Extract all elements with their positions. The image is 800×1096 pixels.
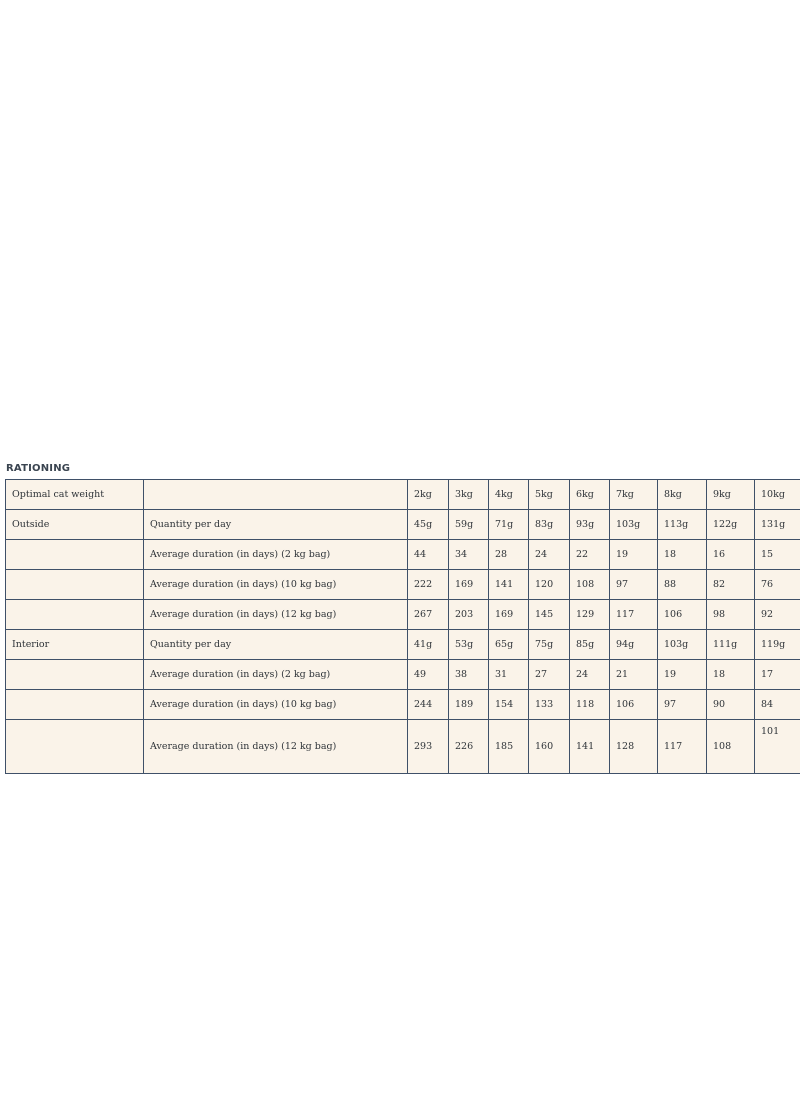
desc-cell: Quantity per day: [144, 510, 408, 540]
table-row: [6, 540, 800, 570]
group-cell: [6, 570, 144, 600]
value-cell: 141: [570, 720, 610, 774]
table-row: [6, 690, 800, 720]
table-row: [6, 570, 800, 600]
value-cell: 19: [610, 540, 658, 570]
desc-cell: Quantity per day: [144, 630, 408, 660]
group-cell: [6, 690, 144, 720]
value-cell: 203: [449, 600, 489, 630]
value-cell: 106: [658, 600, 707, 630]
group-cell: [6, 600, 144, 630]
group-cell: [6, 720, 144, 774]
value-cell: 27: [529, 660, 570, 690]
value-cell: 19: [658, 660, 707, 690]
value-cell: 97: [610, 570, 658, 600]
value-cell: 133: [529, 690, 570, 720]
weight-cell: 4kg: [489, 480, 529, 510]
value-cell: 53g: [449, 630, 489, 660]
value-cell: 28: [489, 540, 529, 570]
value-cell: 90: [707, 690, 755, 720]
value-cell: 118: [570, 690, 610, 720]
section-heading: RATIONING: [6, 463, 71, 474]
table-row: [6, 660, 800, 690]
value-cell: 31: [489, 660, 529, 690]
header-desc-cell: [144, 480, 408, 510]
value-cell: 15: [755, 540, 800, 570]
desc-cell: Average duration (in days) (2 kg bag): [144, 540, 408, 570]
weight-cell: 10kg: [755, 480, 800, 510]
table-row: [6, 720, 800, 774]
table-row: [6, 600, 800, 630]
value-cell: 160: [529, 720, 570, 774]
value-cell: 88: [658, 570, 707, 600]
weight-cell: 5kg: [529, 480, 570, 510]
value-cell: 45g: [408, 510, 449, 540]
group-cell: [6, 660, 144, 690]
value-cell: 145: [529, 600, 570, 630]
value-cell: 94g: [610, 630, 658, 660]
value-cell: 141: [489, 570, 529, 600]
desc-cell: Average duration (in days) (2 kg bag): [144, 660, 408, 690]
value-cell: 154: [489, 690, 529, 720]
value-cell: 59g: [449, 510, 489, 540]
value-cell: 18: [658, 540, 707, 570]
value-cell: 119g: [755, 630, 800, 660]
weight-cell: 8kg: [658, 480, 707, 510]
table-row: [6, 510, 800, 540]
value-cell: 108: [707, 720, 755, 774]
rationing-table: [5, 479, 800, 774]
value-cell: 189: [449, 690, 489, 720]
value-cell: 44: [408, 540, 449, 570]
weight-cell: 9kg: [707, 480, 755, 510]
value-cell: 93g: [570, 510, 610, 540]
value-cell: 71g: [489, 510, 529, 540]
value-cell: 106: [610, 690, 658, 720]
desc-cell: Average duration (in days) (10 kg bag): [144, 690, 408, 720]
value-cell: 120: [529, 570, 570, 600]
group-cell: Interior: [6, 630, 144, 660]
value-cell: 75g: [529, 630, 570, 660]
value-cell: 111g: [707, 630, 755, 660]
value-cell: 169: [449, 570, 489, 600]
value-cell: 83g: [529, 510, 570, 540]
value-cell: 92: [755, 600, 800, 630]
value-cell: 85g: [570, 630, 610, 660]
value-cell: 49: [408, 660, 449, 690]
value-cell: 22: [570, 540, 610, 570]
value-cell: 131g: [755, 510, 800, 540]
group-cell: [6, 540, 144, 570]
table-row: [6, 630, 800, 660]
value-cell: 113g: [658, 510, 707, 540]
value-cell: 65g: [489, 630, 529, 660]
weight-cell: 2kg: [408, 480, 449, 510]
value-cell: 84: [755, 690, 800, 720]
desc-cell: Average duration (in days) (12 kg bag): [144, 600, 408, 630]
value-cell: 108: [570, 570, 610, 600]
value-cell: 41g: [408, 630, 449, 660]
group-cell: Outside: [6, 510, 144, 540]
value-cell: 129: [570, 600, 610, 630]
value-cell: 34: [449, 540, 489, 570]
header-label-cell: Optimal cat weight: [6, 480, 144, 510]
desc-cell: Average duration (in days) (10 kg bag): [144, 570, 408, 600]
value-cell: 17: [755, 660, 800, 690]
value-cell: 97: [658, 690, 707, 720]
value-cell: 117: [658, 720, 707, 774]
value-cell: 267: [408, 600, 449, 630]
desc-cell: Average duration (in days) (12 kg bag): [144, 720, 408, 774]
value-cell: 21: [610, 660, 658, 690]
value-cell: 24: [529, 540, 570, 570]
value-cell: 244: [408, 690, 449, 720]
value-cell: 103g: [658, 630, 707, 660]
value-cell: 101: [755, 720, 800, 774]
value-cell: 38: [449, 660, 489, 690]
value-cell: 16: [707, 540, 755, 570]
value-cell: 222: [408, 570, 449, 600]
value-cell: 82: [707, 570, 755, 600]
value-cell: 98: [707, 600, 755, 630]
value-cell: 122g: [707, 510, 755, 540]
weight-cell: 7kg: [610, 480, 658, 510]
value-cell: 76: [755, 570, 800, 600]
value-cell: 169: [489, 600, 529, 630]
value-cell: 128: [610, 720, 658, 774]
value-cell: 226: [449, 720, 489, 774]
value-cell: 293: [408, 720, 449, 774]
value-cell: 185: [489, 720, 529, 774]
value-cell: 24: [570, 660, 610, 690]
weight-cell: 3kg: [449, 480, 489, 510]
table-header-row: [6, 480, 800, 510]
value-cell: 117: [610, 600, 658, 630]
weight-cell: 6kg: [570, 480, 610, 510]
value-cell: 18: [707, 660, 755, 690]
value-cell: 103g: [610, 510, 658, 540]
